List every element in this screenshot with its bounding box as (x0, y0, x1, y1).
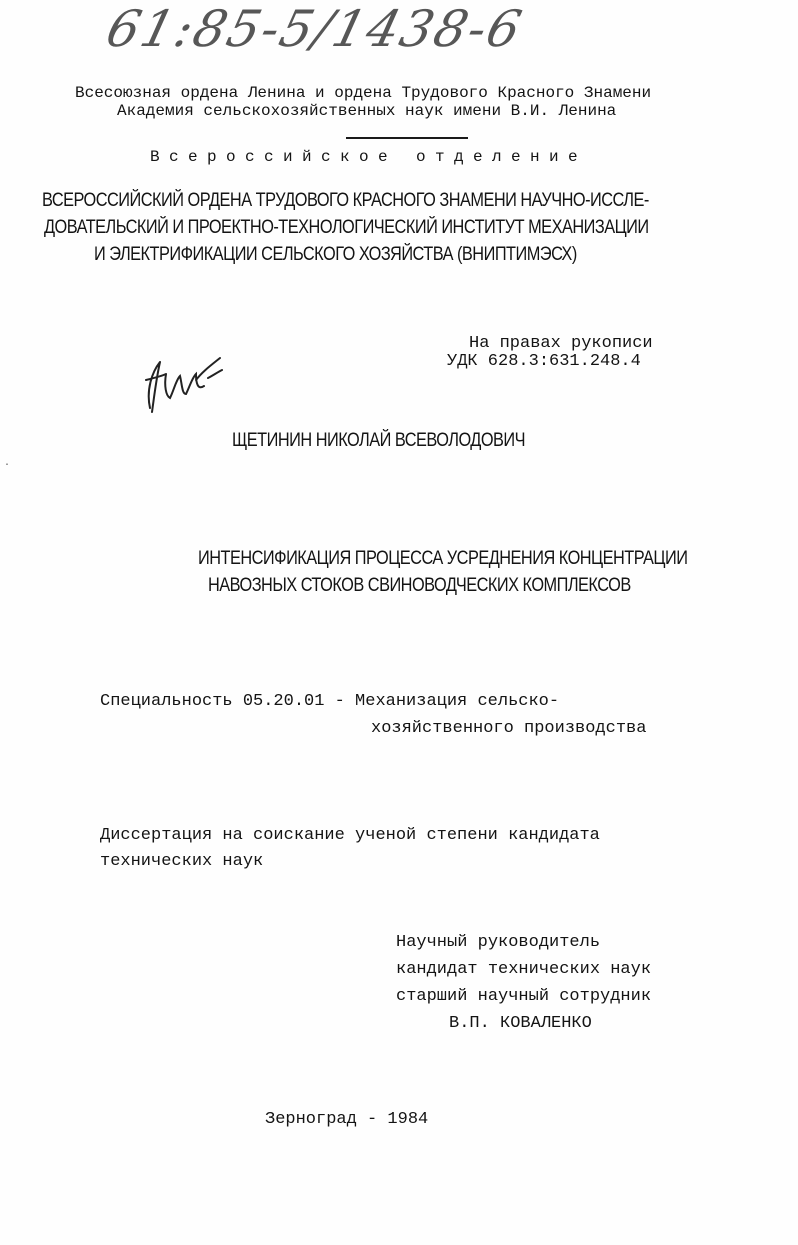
specialty-line-1: Специальность 05.20.01 - Механизация сельско- (100, 692, 560, 711)
dissertation-line-1: Диссертация на соискание ученой степени кандидата (100, 826, 600, 845)
academy-line-2: Академия сельскохозяйственных наук имени В.И. Ленина (117, 102, 617, 120)
place-and-year: Зерноград - 1984 (265, 1110, 429, 1129)
institute-line-3: И ЭЛЕКТРИФИКАЦИИ СЕЛЬСКОГО ХОЗЯЙСТВА (ВНИПТИМЭСХ) (94, 244, 577, 265)
header-divider (346, 137, 468, 139)
supervisor-degree: кандидат технических наук (396, 960, 652, 979)
institute-line-2: ДОВАТЕЛЬСКИЙ И ПРОЕКТНО-ТЕХНОЛОГИЧЕСКИЙ ИНСТИТУТ МЕХАНИЗАЦИИ (44, 217, 649, 238)
thesis-title-line-2: НАВОЗНЫХ СТОКОВ СВИНОВОДЧЕСКИХ КОМПЛЕКСОВ (208, 575, 631, 596)
author-name: ЩЕТИНИН НИКОЛАЙ ВСЕВОЛОДОВИЧ (232, 430, 526, 451)
udc-code: УДК 628.3:631.248.4 (447, 352, 641, 371)
manuscript-rights: На правах рукописи (469, 334, 653, 353)
specialty-line-2: хозяйственного производства (371, 719, 647, 738)
supervisor-label: Научный руководитель (396, 933, 601, 952)
archive-code: 61:85-5/1438-6 (100, 0, 529, 58)
margin-mark: · (4, 460, 11, 471)
dissertation-line-2: технических наук (100, 852, 264, 871)
academy-line-1: Всесоюзная ордена Ленина и ордена Трудового Красного Знамени (75, 84, 652, 102)
handwritten-signature (136, 350, 231, 420)
institute-line-1: ВСЕРОССИЙСКИЙ ОРДЕНА ТРУДОВОГО КРАСНОГО ЗНАМЕНИ НАУЧНО-ИССЛЕ- (42, 190, 649, 211)
supervisor-name: В.П. КОВАЛЕНКО (449, 1014, 592, 1033)
branch-title: Всероссийское отделение (150, 148, 588, 166)
thesis-title-line-1: ИНТЕНСИФИКАЦИЯ ПРОЦЕССА УСРЕДНЕНИЯ КОНЦЕНТРАЦИИ (198, 548, 688, 569)
supervisor-position: старший научный сотрудник (396, 987, 652, 1006)
